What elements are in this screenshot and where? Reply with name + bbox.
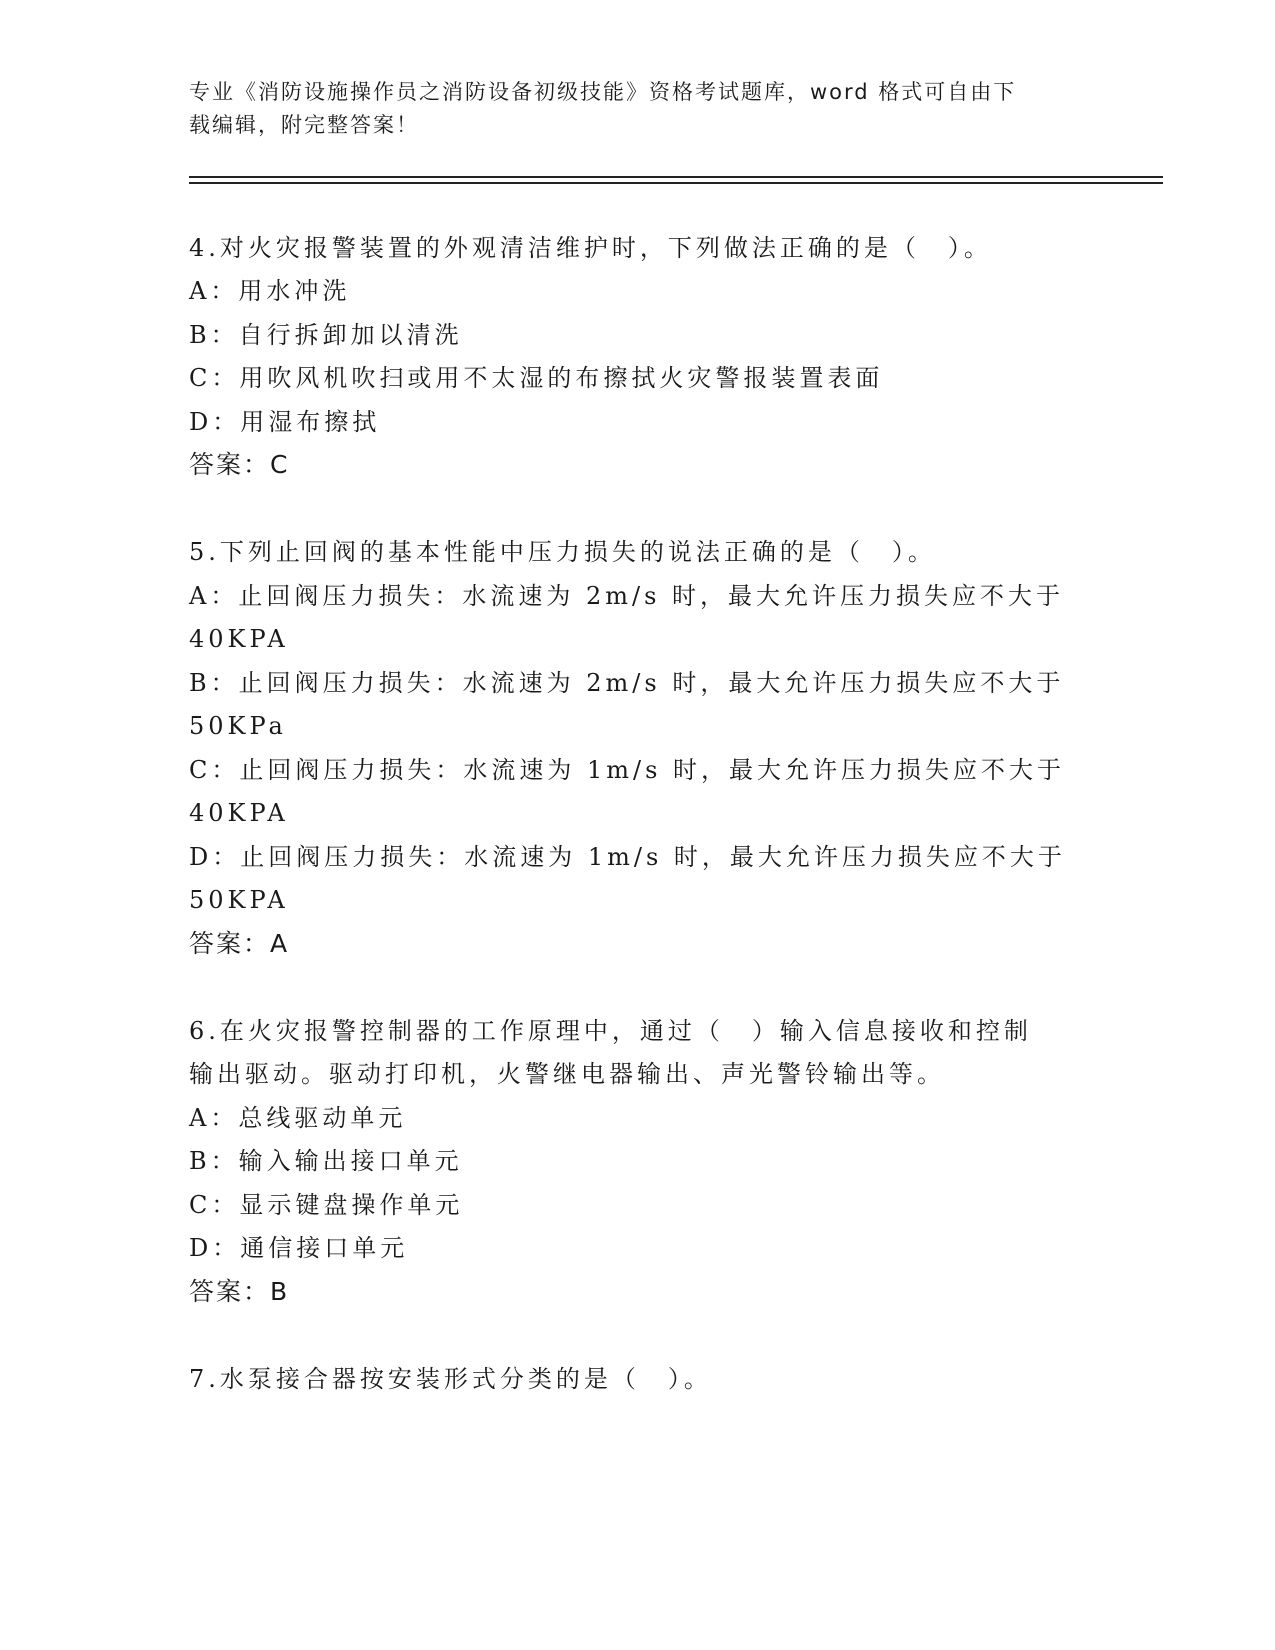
question-5-answer: 答案：A [189,929,290,958]
question-5-stem: 5.下列止回阀的基本性能中压力损失的说法正确的是（ ）。 [189,538,936,566]
question-4-answer: 答案：C [189,450,290,479]
question-5-option-a-cont: 40KPA [189,625,289,653]
question-6-option-c: C：显示键盘操作单元 [189,1191,464,1219]
question-7-stem: 7.水泵接合器按安装形式分类的是（ ）。 [189,1365,712,1393]
question-5-option-b-cont: 50KPa [189,712,287,740]
question-6-stem: 6.在火灾报警控制器的工作原理中，通过（ ）输入信息接收和控制 [189,1017,1032,1045]
question-4-option-c: C：用吹风机吹扫或用不太湿的布擦拭火灾警报装置表面 [189,364,884,392]
question-5-option-d-cont: 50KPA [189,886,289,914]
question-5-option-a: A：止回阀压力损失：水流速为 2m/s 时，最大允许压力损失应不大于 [189,582,1065,610]
header-line-1: 专业《消防设施操作员之消防设备初级技能》资格考试题库，word 格式可自由下 [189,80,1017,104]
question-5-option-b: B：止回阀压力损失：水流速为 2m/s 时，最大允许压力损失应不大于 [189,669,1065,697]
question-5-option-d: D：止回阀压力损失：水流速为 1m/s 时，最大允许压力损失应不大于 [189,843,1066,871]
question-4-stem: 4.对火灾报警装置的外观清洁维护时，下列做法正确的是（ ）。 [189,234,992,262]
question-6-stem-cont: 输出驱动。驱动打印机，火警继电器输出、声光警铃输出等。 [189,1060,945,1088]
document-header [189,76,1089,142]
question-4-option-d: D：用湿布擦拭 [189,408,381,436]
question-5-option-c-cont: 40KPA [189,799,289,827]
question-4-option-b: B：自行拆卸加以清洗 [189,321,463,349]
header-line-2: 载编辑，附完整答案！ [189,113,419,137]
header-divider-top [189,176,1163,178]
question-4-option-a: A：用水冲洗 [189,277,351,305]
question-6-option-a: A：总线驱动单元 [189,1104,407,1132]
question-6-option-b: B：输入输出接口单元 [189,1147,463,1175]
question-6-option-d: D：通信接口单元 [189,1234,409,1262]
header-divider-bottom [189,182,1163,184]
question-6-answer: 答案：B [189,1277,290,1306]
question-5-option-c: C：止回阀压力损失：水流速为 1m/s 时，最大允许压力损失应不大于 [189,756,1066,784]
